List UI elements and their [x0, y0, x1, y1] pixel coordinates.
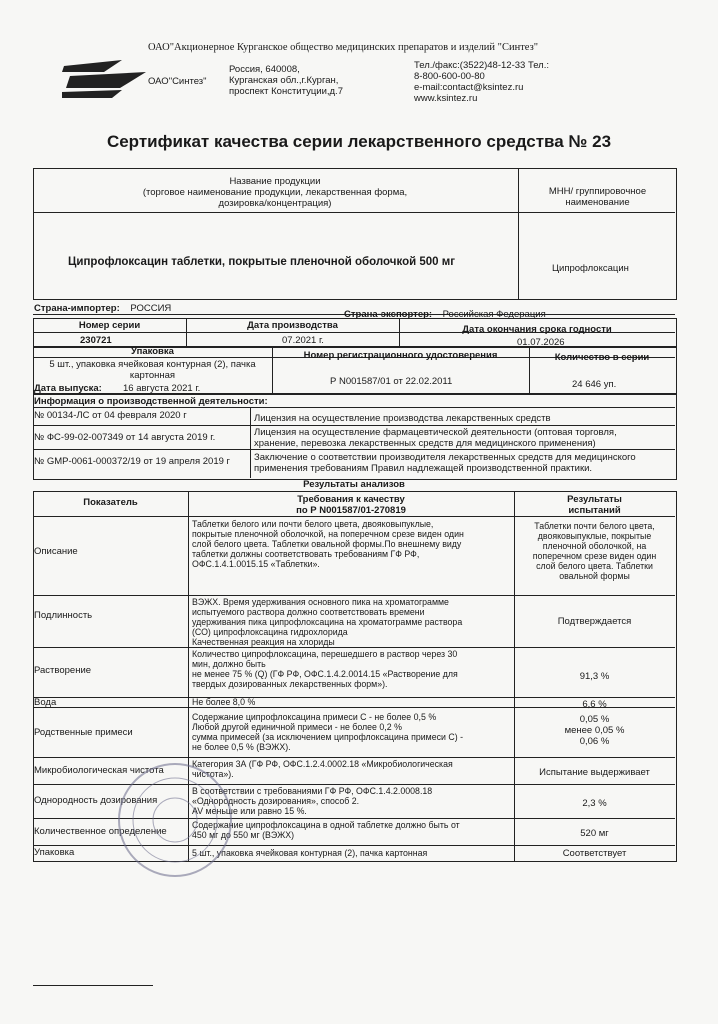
- production-date-label: Дата производства: [247, 320, 338, 331]
- row-req-impurities: Содержание ципрофлоксацина примеси С - не более 0,5 % Любой другой единичной примеси - не более 0,2 % сумма примесей (за исключением ципрофлоксацина примеси С) - не более 0,5 % (ВЭЖХ).: [192, 712, 463, 752]
- company-short-name: ОАО"Синтез": [148, 76, 207, 87]
- organization-full-name: ОАО"Акционерное Курганское общество медицинских препаратов и изделий "Синтез": [148, 42, 539, 53]
- row-res-uniformity: 2,3 %: [582, 798, 607, 809]
- row-req-microbiology: Категория 3А (ГФ РФ, ОФС.1.2.4.0002.18 «Микробиологическая чистота»).: [192, 759, 453, 779]
- row-req-water: Не более 8,0 %: [192, 697, 256, 707]
- inn-header: МНН/ группировочное наименование: [548, 186, 647, 208]
- row-name-dissolution: Растворение: [34, 665, 92, 676]
- inn-value: Ципрофлоксацин: [552, 263, 629, 274]
- registration-label: Номер регистрационного удостоверения: [303, 350, 498, 361]
- export-country: Страна-экспортер: Российская Федерация: [344, 309, 546, 320]
- row-res-packaging: Соответствует: [562, 848, 627, 859]
- row-req-description: Таблетки белого или почти белого цвета, двояковыпуклые, покрытые пленочной оболочкой, на поперечном срезе виден один слой белого цвета. Таблетки овальной формы.По внешнему виду таблетки должны соответствовать требованиям ГФ РФ, ОФС.1.4.1.0015.15 «Таблетки».: [192, 519, 464, 569]
- row-name-impurities: Родственные примеси: [34, 727, 133, 738]
- row-req-dissolution: Количество ципрофлоксацина, перешедшего в раствор через 30 мин, должно быть не менее 75 % (Q) (ГФ РФ, ОФС.1.4.2.0014.15 «Растворение для твердых дозированных лекарственных форм»).: [192, 649, 458, 689]
- release-date: Дата выпуска: 16 августа 2021 г.: [34, 383, 201, 394]
- row-res-dissolution: 91,3 %: [579, 671, 610, 682]
- series-label: Номер серии: [78, 320, 141, 331]
- company-logo-icon: [60, 58, 150, 100]
- import-country: Страна-импортер: РОССИЯ: [34, 303, 172, 314]
- row-name-assay: Количественное определение: [34, 826, 167, 837]
- production-date-value: 07.2021 г.: [282, 335, 324, 346]
- production-desc-3: Заключение о соответствии производителя лекарственных средств для медицинского применения требованиям Правил надлежащей производственной практики.: [254, 452, 636, 474]
- production-doc-1: № 00134-ЛС от 04 февраля 2020 г: [34, 410, 187, 421]
- pack-label: Упаковка: [131, 346, 174, 357]
- row-name-identity: Подлинность: [34, 610, 93, 621]
- row-req-identity: ВЭЖХ. Время удерживания основного пика на хроматограмме испытуемого раствора должно соответствовать времени удерживания пика ципрофлоксацина на хроматограмме раствора (СО) ципрофлоксацина гидрохлорида Качественная реакция на хлориды: [192, 597, 463, 647]
- product-name: Ципрофлоксацин таблетки, покрытые пленочной оболочкой 500 мг: [68, 256, 456, 268]
- production-desc-2: Лицензия на осуществление фармацевтической деятельности (оптовая торговля, хранение, перевозка лекарственных средств для медицинского применения): [254, 427, 617, 449]
- col-requirements-header: Требования к качеству по Р N001587/01-270819: [296, 494, 406, 516]
- row-name-packaging: Упаковка: [34, 847, 75, 858]
- company-address: Россия, 640008, Курганская обл.,г.Курган, проспект Конституции,д.7: [229, 64, 343, 97]
- row-req-assay: Содержание ципрофлоксацина в одной таблетке должно быть от 450 мг до 550 мг (ВЭЖХ): [192, 820, 460, 840]
- pack-value: 5 шт., упаковка ячейковая контурная (2), пачка картонная: [49, 359, 256, 381]
- bottom-divider: [33, 985, 153, 986]
- product-name-header: Название продукции (торговое наименование продукции, лекарственная форма, дозировка/концентрация): [142, 176, 408, 209]
- row-res-assay: 520 мг: [580, 828, 609, 839]
- row-res-description: Таблетки почти белого цвета, двояковыпуклые, покрытые пленочной оболочкой, на поперечном срезе виден один слой белого цвета. Таблетки овальной формы: [532, 521, 657, 581]
- certificate-title: Сертификат качества серии лекарственного средства № 23: [106, 132, 612, 151]
- row-name-water: Вода: [34, 697, 57, 708]
- row-res-water: 6,6 %: [582, 699, 607, 710]
- analysis-header: Результаты анализов: [303, 479, 405, 490]
- row-req-packaging: 5 шт., упаковка ячейковая контурная (2), пачка картонная: [192, 848, 428, 858]
- registration-value: Р N001587/01 от 22.02.2011: [330, 376, 453, 387]
- row-name-microbiology: Микробиологическая чистота: [34, 765, 164, 776]
- production-desc-1: Лицензия на осуществление производства лекарственных средств: [254, 413, 551, 424]
- row-res-identity: Подтверждается: [557, 616, 632, 627]
- col-results-header: Результаты испытаний: [567, 494, 622, 516]
- expiry-date-label: Дата окончания срока годности: [462, 324, 612, 335]
- quantity-value: 24 646 уп.: [572, 379, 617, 390]
- production-doc-3: № GMP-0061-000372/19 от 19 апреля 2019 г: [34, 456, 230, 467]
- col-indicator-header: Показатель: [83, 497, 138, 508]
- stamp-seal-icon: [115, 760, 235, 880]
- company-contacts: Тел./факс:(3522)48-12-33 Тел.: 8-800-600-00-80 e-mail:contact@ksintez.ru www.ksintez.ru: [414, 60, 549, 104]
- production-doc-2: № ФС-99-02-007349 от 14 августа 2019 г.: [34, 432, 216, 443]
- expiry-date-value: 01.07.2026: [517, 337, 565, 348]
- row-name-uniformity: Однородность дозирования: [34, 795, 158, 806]
- row-res-impurities: 0,05 % менее 0,05 % 0,06 %: [564, 714, 625, 747]
- row-res-microbiology: Испытание выдерживает: [539, 767, 650, 778]
- production-info-header: Информация о производственной деятельности:: [34, 396, 268, 407]
- series-value: 230721: [80, 335, 112, 346]
- quantity-label: Количество в серии: [554, 352, 650, 363]
- row-req-uniformity: В соответствии с требованиями ГФ РФ, ОФС.1.4.2.0008.18 «Однородность дозирования», способ 2. AV меньше или равно 15 %.: [192, 786, 433, 816]
- row-name-description: Описание: [34, 546, 78, 557]
